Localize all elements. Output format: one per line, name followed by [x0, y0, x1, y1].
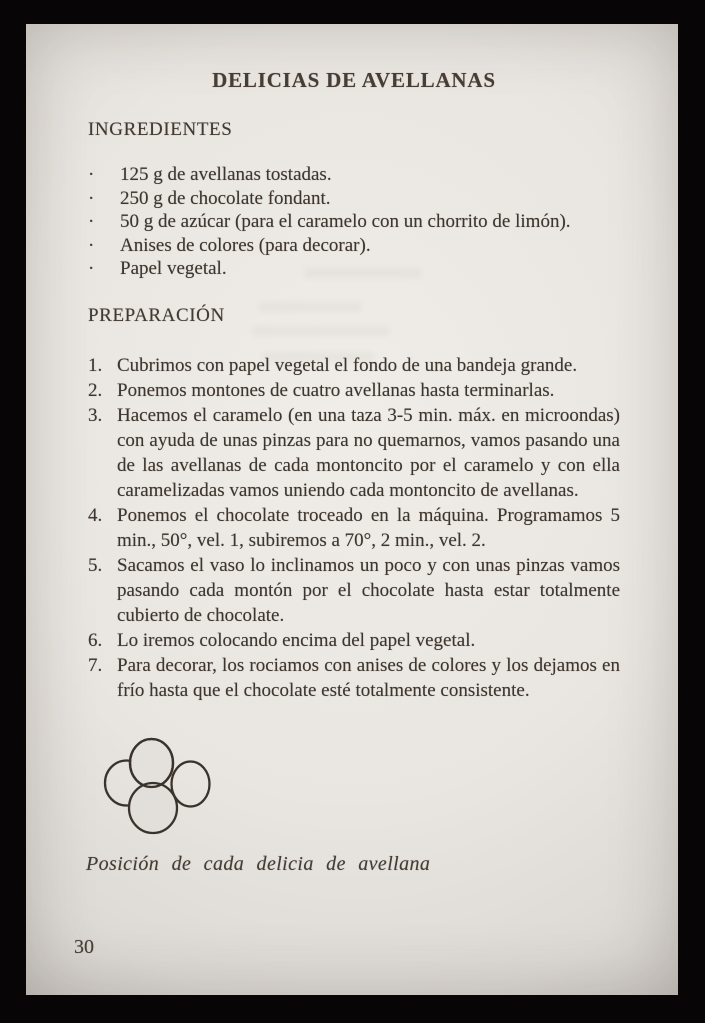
hazelnut-position-diagram	[102, 735, 232, 843]
ingredient-text: 250 g de chocolate fondant.	[120, 187, 331, 209]
ingredient-text: Anises de colores (para decorar).	[120, 234, 371, 256]
hazelnut-circle-right	[172, 761, 210, 806]
preparation-step	[88, 553, 620, 628]
bullet-marker: ·	[88, 164, 95, 185]
bullet-marker: ·	[88, 258, 95, 279]
bullet-marker: ·	[88, 234, 95, 256]
step-number: 1.	[88, 354, 103, 376]
ingredient-item	[88, 210, 620, 234]
book-page	[26, 24, 678, 995]
hazelnut-circle-bottom	[129, 783, 177, 833]
recipe-title: DELICIAS DE AVELLANAS	[212, 68, 496, 92]
step-number: 6.	[88, 629, 103, 651]
ingredient-item	[88, 257, 620, 281]
bullet-marker: ·	[88, 187, 95, 209]
bleed-through-smudge	[252, 326, 390, 336]
step-text: Cubrimos con papel vegetal el fondo de una bandeja grande.	[117, 354, 578, 376]
preparation-step	[88, 653, 620, 703]
preparation-step	[88, 353, 620, 378]
ingredient-text: Papel vegetal.	[120, 258, 227, 279]
figure-caption: Posición de cada delicia de avellana	[86, 852, 431, 875]
ingredient-item	[88, 234, 620, 258]
ingredient-item	[88, 187, 620, 211]
step-text: Ponemos montones de cuatro avellanas hasta terminarlas.	[117, 379, 555, 401]
ingredient-text: 50 g de azúcar (para el caramelo con un chorrito de limón).	[120, 211, 571, 232]
preparation-step	[88, 628, 620, 653]
ingredients-heading: INGREDIENTES	[88, 119, 233, 140]
ingredient-item	[88, 163, 620, 187]
step-number: 4.	[88, 504, 103, 526]
page-number: 30	[74, 936, 94, 958]
step-text: Ponemos el chocolate troceado en la máquina. Programamos 5 min., 50°, vel. 1, subiremos a 70°, 2 min., vel. 2.	[117, 504, 620, 551]
ingredient-text: 125 g de avellanas tostadas.	[120, 164, 332, 185]
step-number: 2.	[88, 379, 103, 401]
step-text: Para decorar, los rociamos con anises de colores y los dejamos en frío hasta que el chocolate esté totalmente consistente.	[117, 654, 620, 701]
ingredients-list	[88, 163, 620, 281]
step-number: 5.	[88, 554, 103, 576]
step-text: Sacamos el vaso lo inclinamos un poco y con unas pinzas vamos pasando cada montón por el chocolate hasta estar totalmente cubierto de chocolate.	[117, 554, 620, 626]
step-number: 7.	[88, 654, 103, 676]
preparation-heading: PREPARACIÓN	[88, 304, 225, 326]
bullet-marker: ·	[88, 211, 95, 232]
step-text: Hacemos el caramelo (en una taza 3-5 min. máx. en microondas) con ayuda de unas pinzas para no quemarnos, vamos pasando una de las avellanas de cada montoncito por el caramelo y con ella caramelizadas vamos uniendo cada montoncito de avellanas.	[117, 404, 620, 501]
preparation-step	[88, 403, 620, 503]
step-text: Lo iremos colocando encima del papel vegetal.	[117, 629, 476, 651]
preparation-step	[88, 503, 620, 553]
step-number: 3.	[88, 404, 103, 426]
preparation-step	[88, 378, 620, 403]
preparation-steps	[88, 353, 620, 703]
